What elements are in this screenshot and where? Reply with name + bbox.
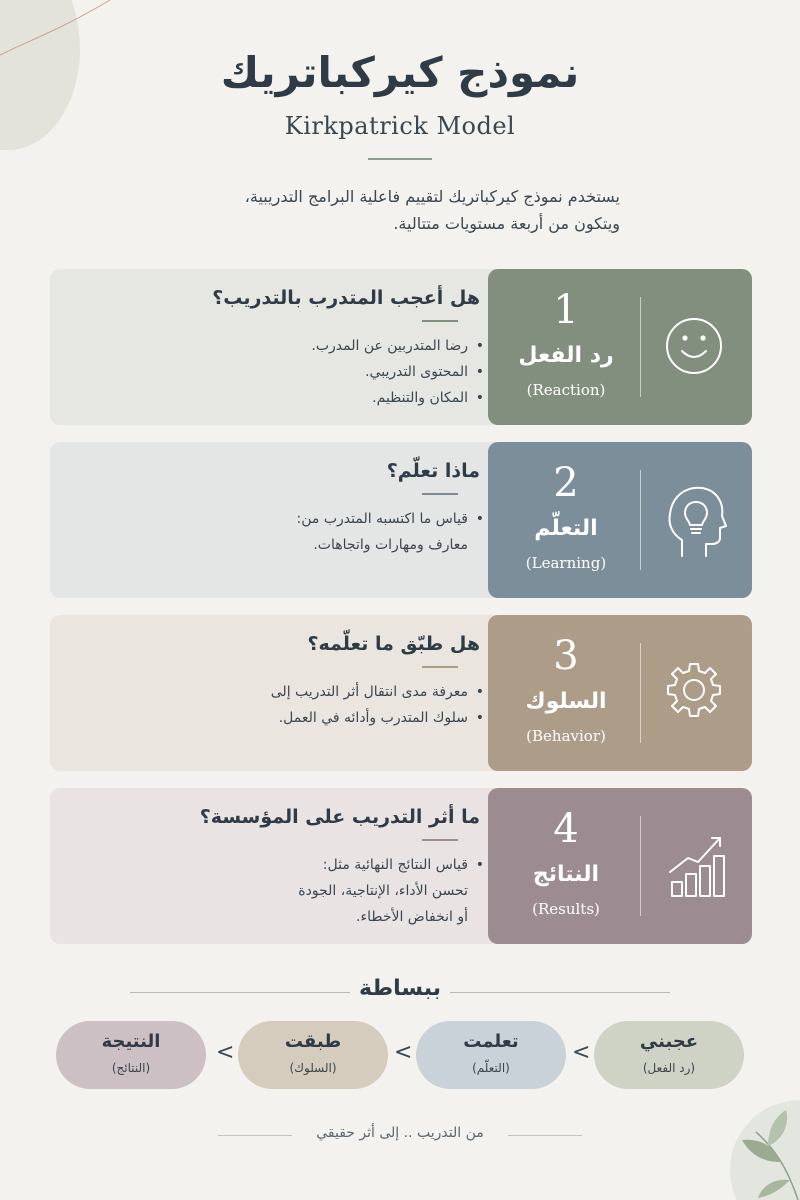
level-name-ar: النتائج: [532, 862, 600, 887]
smiley-face-icon: [658, 301, 730, 391]
level-number: 1: [553, 287, 579, 333]
step-subtitle: (التعلّم): [472, 1061, 510, 1075]
level-points-list: [311, 333, 486, 411]
divider-line: [450, 992, 670, 993]
level-points-list: [297, 506, 486, 558]
level-content-panel: [50, 442, 520, 598]
step-title: النتيجة: [101, 1031, 161, 1052]
list-item: أو انخفاض الأخطاء.: [356, 909, 468, 925]
question-underline: [422, 320, 458, 322]
step-subtitle: (رد الفعل): [642, 1061, 696, 1075]
intro-text: [150, 183, 620, 237]
level-name-ar: رد الفعل: [518, 343, 614, 368]
list-item: • معرفة مدى انتقال أثر التدريب إلى: [271, 679, 468, 705]
footer-tagline: من التدريب .. إلى أثر حقيقي: [316, 1125, 484, 1141]
chevron-left-icon: <: [572, 1040, 591, 1065]
badge-divider: [640, 470, 641, 570]
level-name-ar: السلوك: [525, 689, 607, 714]
level-number: 3: [553, 633, 579, 679]
summary-step-reaction: [594, 1021, 744, 1089]
level-card-results: [50, 788, 752, 944]
level-badge: [488, 269, 752, 425]
level-question: ما أثر التدريب على المؤسسة؟: [199, 806, 480, 828]
question-underline: [422, 493, 458, 495]
level-content-panel: [50, 615, 520, 771]
level-number: 4: [553, 806, 579, 852]
summary-step-learning: [416, 1021, 566, 1089]
level-number: 2: [553, 460, 579, 506]
step-subtitle: (السلوك): [289, 1061, 337, 1075]
step-subtitle: (النتائج): [111, 1061, 151, 1075]
level-card-learning: [50, 442, 752, 598]
level-question: هل طبّق ما تعلّمه؟: [307, 633, 480, 655]
chevron-left-icon: <: [394, 1040, 413, 1065]
level-name-ar: التعلّم: [534, 516, 598, 541]
intro-line: ويتكون من أربعة مستويات متتالية.: [393, 214, 620, 233]
level-points-list: [298, 852, 486, 930]
summary-step-results: [56, 1021, 206, 1089]
list-item: • قياس النتائج النهائية مثل:: [298, 852, 468, 878]
level-badge: [488, 615, 752, 771]
head-lightbulb-icon: [658, 474, 730, 564]
level-name-en: (Results): [532, 900, 600, 918]
list-item: تحسن الأداء، الإنتاجية، الجودة: [298, 883, 468, 899]
bar-chart-growth-icon: [658, 820, 730, 910]
list-item: • قياس ما اكتسبه المتدرب من:: [297, 506, 468, 532]
list-item: • المكان والتنظيم.: [311, 385, 468, 411]
level-badge: [488, 788, 752, 944]
level-card-reaction: [50, 269, 752, 425]
list-item: • سلوك المتدرب وأدائه في العمل.: [271, 705, 468, 731]
step-title: تعلمت: [463, 1031, 519, 1052]
list-item: معارف ومهارات واتجاهات.: [313, 537, 468, 553]
divider-line: [508, 1135, 582, 1136]
page-subtitle: Kirkpatrick Model: [284, 112, 516, 140]
level-name-en: (Reaction): [526, 381, 606, 399]
title-divider: [368, 158, 432, 160]
level-content-panel: [50, 788, 520, 944]
page-title: نموذج كيركباتريك: [220, 48, 580, 97]
step-title: عجبني: [639, 1031, 699, 1052]
chevron-left-icon: <: [216, 1040, 235, 1065]
level-question: هل أعجب المتدرب بالتدريب؟: [212, 287, 480, 309]
level-name-en: (Learning): [525, 554, 607, 572]
summary-step-behavior: [238, 1021, 388, 1089]
level-content-panel: [50, 269, 520, 425]
level-question: ماذا تعلّم؟: [386, 460, 480, 482]
summary-heading: ببساطة: [359, 976, 441, 1001]
list-item: • المحتوى التدريبي.: [311, 359, 468, 385]
badge-divider: [640, 297, 641, 397]
badge-divider: [640, 816, 641, 916]
level-name-en: (Behavior): [526, 727, 606, 745]
list-item: • رضا المتدربين عن المدرب.: [311, 333, 468, 359]
question-underline: [422, 666, 458, 668]
level-points-list: [271, 679, 486, 731]
intro-line: يستخدم نموذج كيركباتريك لتقييم فاعلية البرامج التدريبية،: [244, 187, 620, 206]
level-badge: [488, 442, 752, 598]
question-underline: [422, 839, 458, 841]
level-card-behavior: [50, 615, 752, 771]
badge-divider: [640, 643, 641, 743]
gear-icon: [658, 647, 730, 737]
step-title: طبقت: [284, 1031, 342, 1052]
